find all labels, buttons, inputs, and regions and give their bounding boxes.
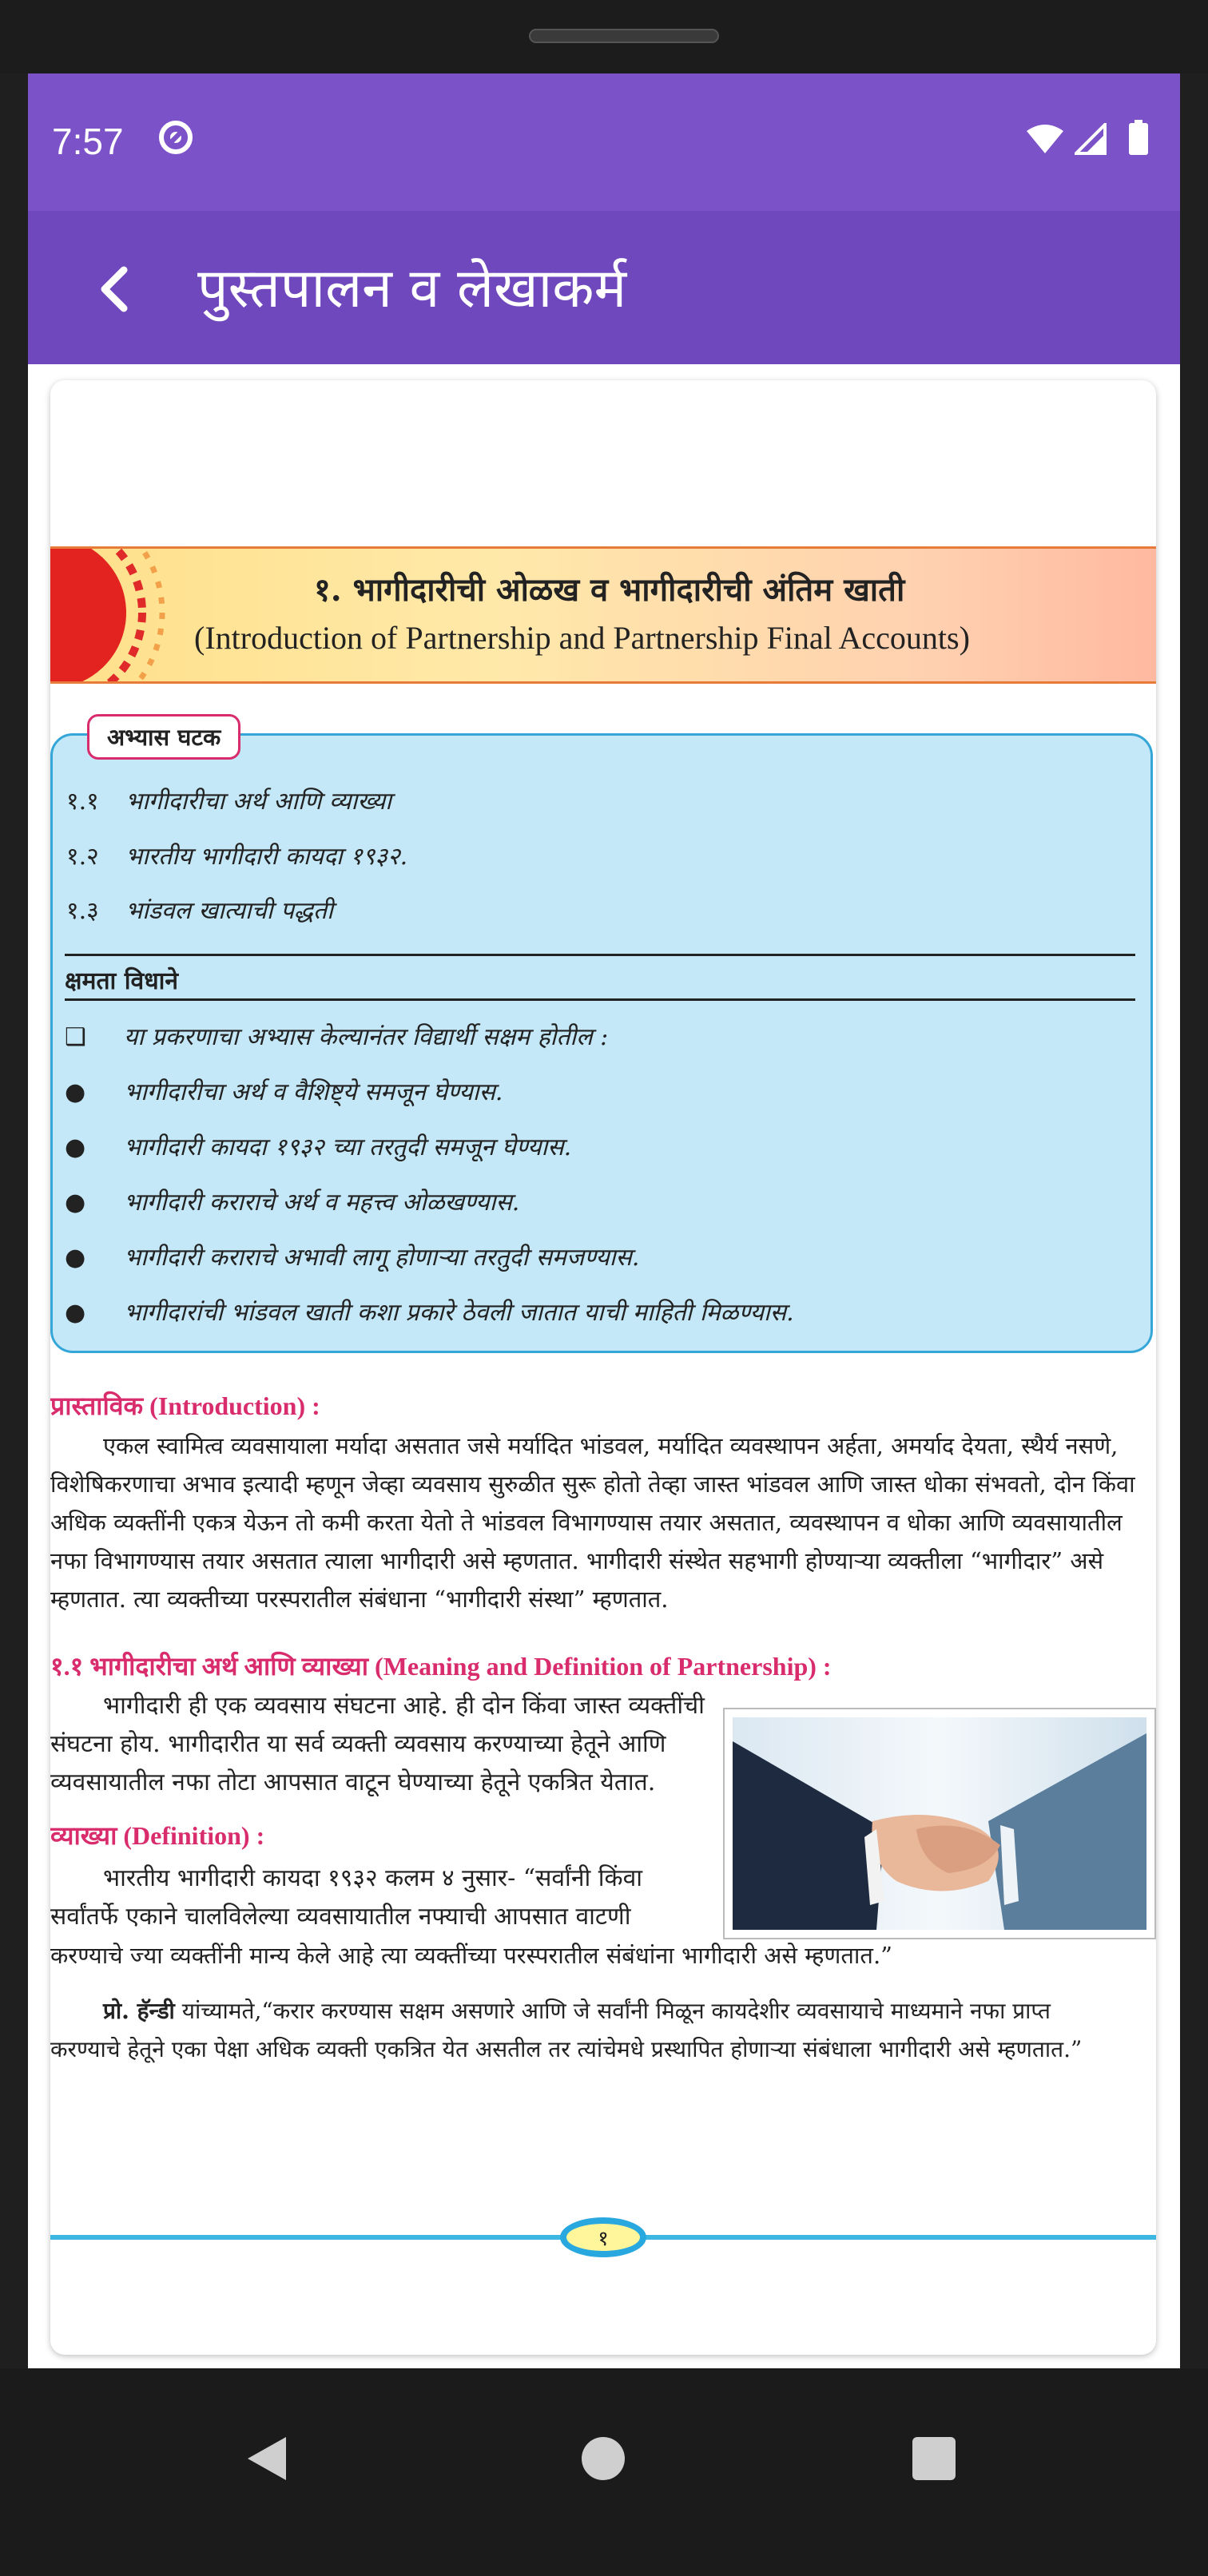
app-bar	[28, 211, 1180, 364]
paragraph-line: करण्याचे हेतूने एका पेक्षा अधिक व्यक्ती एकत्रित येत असतील तर त्यांचेमधे प्रस्थापित होणाऱ्या संबंधाला भागीदारी असे म्हणतात.”	[50, 2036, 1083, 2062]
back-button[interactable]	[76, 251, 153, 327]
bullet-icon: ●	[65, 1299, 86, 1327]
paragraph-line: अधिक व्यक्तींनी एकत्र येऊन तो कमी करता येतो ते भांडवल विभागण्यास तयार असतात, व्यवस्थापन व धोका आणि व्यवसायातील	[50, 1509, 1123, 1536]
quote-author: प्रो. हॅन्डी	[103, 1998, 175, 2024]
sync-icon	[157, 119, 194, 156]
competency-point-text: भागीदारी कराराचे अर्थ व महत्त्व ओळखण्यास.	[124, 1189, 520, 1217]
bullet-icon: ●	[65, 1189, 86, 1217]
competency-point	[65, 1074, 503, 1107]
study-unit-number: १.३	[66, 897, 99, 925]
phone-screen	[28, 73, 1180, 2368]
battery-icon	[1129, 120, 1148, 155]
nav-home-icon[interactable]	[582, 2437, 625, 2480]
competency-heading: क्षमता विधाने	[65, 967, 179, 995]
status-time: 7:57	[52, 121, 124, 162]
system-nav-bar	[0, 2368, 1208, 2576]
competency-point	[65, 1240, 639, 1272]
paragraph-line: नफा विभागण्यास तयार असतात त्याला भागीदारी असे म्हणतात. भागीदारी संस्थेत सहभागी होण्याऱ्या व्यक्तीला “भागीदार” असे	[50, 1547, 1104, 1574]
competency-point-text: भागीदारांची भांडवल खाती कशा प्रकारे ठेवली जातात याची माहिती मिळण्यास.	[124, 1299, 794, 1327]
introduction-heading: प्रास्ताविक (Introduction) :	[50, 1391, 320, 1420]
study-unit-text: भारतीय भागीदारी कायदा १९३२.	[125, 843, 408, 871]
paragraph-line: व्यवसायातील नफा तोटा आपसात वाटून घेण्याच्या हेतूने एकत्रित येतात.	[50, 1768, 656, 1796]
study-unit-item	[66, 893, 333, 926]
app-title: पुस्तपालन व लेखाकर्म	[197, 257, 627, 320]
study-unit-number: १.२	[66, 843, 99, 871]
paragraph-line: विशेषिकरणाचा अभाव इत्यादी म्हणून जेव्हा व्यवसाय सुरुळीत सुरू होतो तेव्हा जास्त भांडवल आणि जास्त धोका संभवतो, दोन किंवा	[50, 1471, 1135, 1498]
paragraph-line	[50, 1992, 1156, 2030]
paragraph-line: सर्वांतर्फे एकाने चालविलेल्या व्यवसायातील नफ्याची आपसात वाटणी	[50, 1903, 631, 1931]
nav-recents-icon[interactable]	[912, 2437, 956, 2480]
bullet-icon: ●	[65, 1244, 86, 1272]
meaning-paragraph	[50, 1687, 713, 1802]
competency-point	[65, 1129, 571, 1162]
competency-intro	[65, 1019, 608, 1052]
divider	[65, 998, 1135, 1001]
arrow-left-icon	[93, 265, 135, 313]
competency-point	[65, 1185, 519, 1217]
introduction-paragraph	[50, 1427, 1156, 1618]
device-top-bezel	[0, 0, 1208, 73]
definition-heading: व्याख्या (Definition) :	[50, 1821, 265, 1850]
sun-decoration	[50, 549, 186, 681]
bullet-icon: ●	[65, 1078, 86, 1106]
textbook-page[interactable]	[50, 380, 1156, 2355]
page-number-badge: १	[560, 2217, 646, 2257]
study-unit-number: १.१	[66, 788, 99, 816]
competency-point-text: भागीदारी कराराचे अभावी लागू होणाऱ्या तरतुदी समजण्यास.	[124, 1244, 640, 1272]
quote-text: यांच्यामते,“करार करण्यास सक्षम असणारे आणि जे सर्वांनी मिळून कायदेशीर व्यवसायाचे माध्यमाने नफा प्राप्त	[174, 1998, 1051, 2024]
definition-paragraph	[50, 1860, 1156, 1975]
bullet-icon: ●	[65, 1133, 86, 1161]
paragraph-line: म्हणतात. त्या व्यक्तीच्या परस्परातील संबंधाना “भागीदारी संस्था” म्हणतात.	[50, 1586, 669, 1613]
divider	[65, 954, 1135, 956]
competency-point	[65, 1295, 794, 1328]
paragraph-line: संघटना होय. भागीदारीत या सर्व व्यक्ती व्यवसाय करण्याच्या हेतूने आणि	[50, 1730, 666, 1758]
competency-point-text: भागीदारीचा अर्थ व वैशिष्ट्ये समजून घेण्यास.	[124, 1078, 503, 1106]
paragraph-line: करण्याचे ज्या व्यक्तींनी मान्य केले आहे त्या व्यक्तींच्या परस्परातील संबंधांना भागीदारी असे म्हणतात.”	[50, 1942, 892, 1969]
paragraph-line: भागीदारी ही एक व्यवसाय संघटना आहे. ही दोन किंवा जास्त व्यक्तींची	[103, 1692, 705, 1720]
chapter-title-marathi: १. भागीदारीची ओळख व भागीदारीची अंतिम खाती	[314, 571, 905, 609]
study-unit-item	[66, 784, 391, 816]
study-units-label: अभ्यास घटक	[87, 714, 240, 760]
nav-back-icon[interactable]	[240, 2431, 296, 2487]
status-bar	[28, 73, 1180, 211]
handy-quote-paragraph	[50, 1992, 1156, 2069]
paragraph-line: एकल स्वामित्व व्यवसायाला मर्यादा असतात जसे मर्यादित भांडवल, मर्यादित व्यवस्थापन अर्हता, अमर्याद देयता, स्थैर्य नसणे,	[103, 1432, 1119, 1459]
chapter-banner	[50, 546, 1156, 684]
study-unit-text: भांडवल खात्याची पद्धती	[125, 897, 333, 925]
signal-icon	[1075, 123, 1107, 155]
meaning-heading: १.१ भागीदारीचा अर्थ आणि व्याख्या (Meaning and Definition of Partnership) :	[50, 1652, 832, 1681]
paragraph-line: भारतीय भागीदारी कायदा १९३२ कलम ४ नुसार- “सर्वांनी किंवा	[103, 1864, 643, 1892]
checkbox-icon: ❑	[65, 1023, 86, 1051]
chapter-title-english: (Introduction of Partnership and Partnership Final Accounts)	[194, 620, 970, 656]
competency-intro-text: या प्रकरणाचा अभ्यास केल्यानंतर विद्यार्थी सक्षम होतील :	[124, 1023, 609, 1051]
speaker-grille	[529, 29, 719, 43]
wifi-icon	[1025, 123, 1065, 155]
study-unit-item	[66, 839, 407, 871]
study-unit-text: भागीदारीचा अर्थ आणि व्याख्या	[125, 788, 392, 816]
competency-point-text: भागीदारी कायदा १९३२ च्या तरतुदी समजून घेण्यास.	[124, 1133, 572, 1161]
